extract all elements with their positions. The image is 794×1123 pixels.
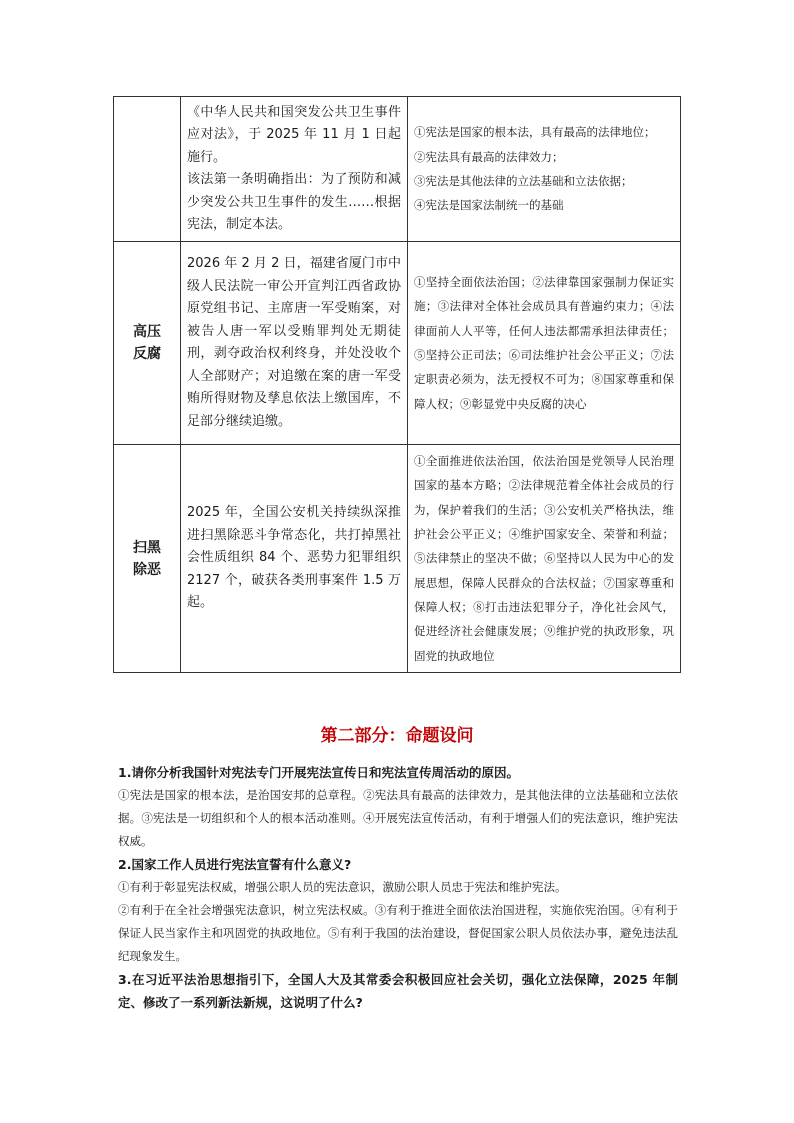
material-text: 2025 年，全国公安机关持续纵深推进扫黑除恶斗争常态化，共打掉黑社会性质组织 84 个、恶势力犯罪组织 2127 个，破获各类刑事案件 1.5 万起。 <box>187 505 401 611</box>
table-row <box>114 242 681 445</box>
point-text: ④宪法是国家法制统一的基础 <box>414 198 564 213</box>
question-item <box>118 853 678 968</box>
material-text: 《中华人民共和国突发公共卫生事件应对法》，于 2025 年 11 月 1 日起施行。 <box>187 104 401 165</box>
section-title: 第二部分：命题设问 <box>320 726 474 746</box>
point-text: ②宪法具有最高的法律效力； <box>414 149 564 164</box>
point-text: ①全面推进依法治国，依法治国是党领导人民治理国家的基本方略；②法律规范着全体社会成员的行为，保护着我们的生活；③公安机关严格执法，维护社会公平正义；④维护国家安全、荣誉和利益；⑤法律禁止的坚决不做；⑥坚持以人民为中心的发展思想，保障人民群众的合法权益；⑦国家尊重和保障人权；⑧打击违法犯罪分子，净化社会风气，促进经济社会健康发展；⑨维护党的执政形象，巩固党的执政地位 <box>414 454 674 663</box>
point-text: ③宪法是其他法律的立法基础和立法依据； <box>414 174 633 188</box>
answer-text: ②有利于在全社会增强宪法意识，树立宪法权威。③有利于推进全面依法治国进程，实施依宪治国。④有利于保证人民当家作主和巩固党的执政地位。⑤有利于我国的法治建设，督促国家公职人员依法办事，避免违法乱纪现象发生。 <box>118 903 678 963</box>
question-item <box>118 968 678 1014</box>
material-cell <box>181 97 408 242</box>
question-text: 2.国家工作人员进行宪法宣誓有什么意义? <box>118 857 352 872</box>
question-list <box>118 761 678 1014</box>
material-text: 该法第一条明确指出：为了预防和减少突发公共卫生事件的发生……根据宪法，制定本法。 <box>187 172 401 232</box>
answer-text: ①宪法是国家的根本法，是治国安邦的总章程。②宪法具有最高的法律效力，是其他法律的立法基础和立法依据。③宪法是一切组织和个人的根本活动准则。④开展宪法宣传活动，有利于增强人们的宪法意识，维护宪法权威。 <box>118 788 678 848</box>
answer-text: ①有利于彰显宪法权威，增强公职人员的宪法意识，激励公职人员忠于宪法和维护宪法。 <box>118 880 567 894</box>
topic-label: 高压反腐 <box>133 324 161 362</box>
question-item <box>118 761 678 853</box>
topic-label: 扫黑除恶 <box>133 539 161 578</box>
point-text: ①坚持全面依法治国；②法律靠国家强制力保证实施；③法律对全体社会成员具有普遍约束力；④法律面前人人平等，任何人违法都需承担法律责任；⑤坚持公正司法；⑥司法维护社会公平正义；⑦法定职责必须为，法无授权不可为；⑧国家尊重和保障人权；⑨彰显党中央反腐的决心 <box>414 275 674 411</box>
material-cell <box>181 242 408 445</box>
point-text: ①宪法是国家的根本法，具有最高的法律地位； <box>414 125 656 140</box>
points-cell <box>408 445 681 673</box>
material-cell <box>181 445 408 673</box>
table-row <box>114 445 681 673</box>
topic-cell <box>114 242 181 445</box>
table-row <box>114 97 681 242</box>
material-text: 2026 年 2 月 2 日，福建省厦门市中级人民法院一审公开宣判江西省政协原党组书记、主席唐一军受贿案，对被告人唐一军以受贿罪判处无期徒刑，剥夺政治权利终身，并处没收个人全部财产；对追缴在案的唐一军受贿所得财物及孳息依法上缴国库，不足部分继续追缴。 <box>187 256 401 429</box>
topic-cell <box>114 445 181 673</box>
question-text: 1.请你分析我国针对宪法专门开展宪法宣传日和宪法宣传周活动的原因。 <box>118 765 519 780</box>
topic-cell <box>114 97 181 242</box>
points-cell <box>408 242 681 445</box>
points-cell <box>408 97 681 242</box>
question-text: 3.在习近平法治思想指引下，全国人大及其常委会积极回应社会关切，强化立法保障，2025 年制定、修改了一系列新法新规，这说明了什么? <box>118 972 678 1010</box>
policy-table <box>113 96 681 673</box>
